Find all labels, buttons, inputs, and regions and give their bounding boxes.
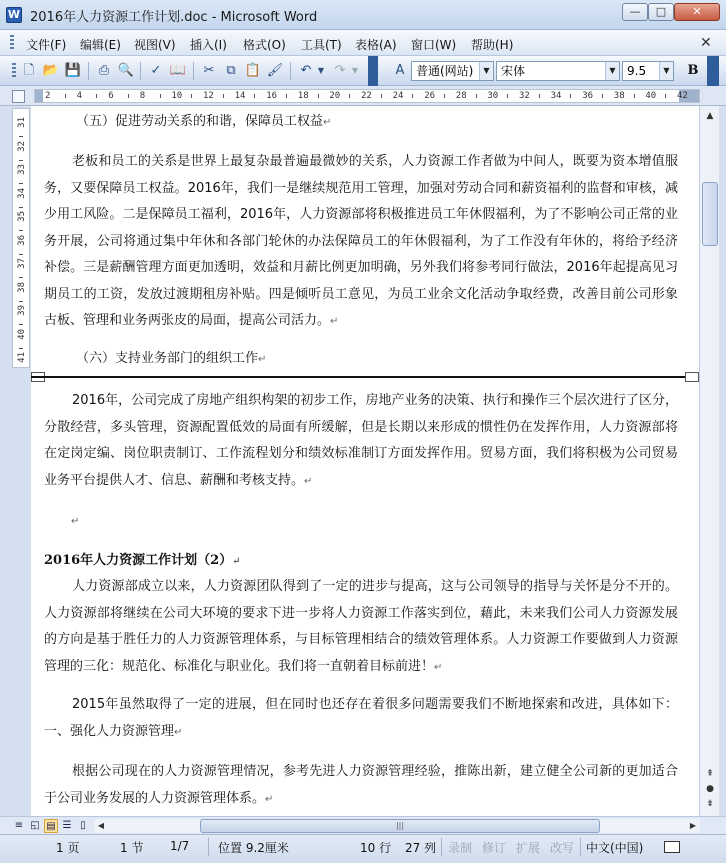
scroll-up-icon[interactable]: ▲ bbox=[706, 111, 714, 121]
scroll-left-icon[interactable]: ◀ bbox=[97, 821, 105, 830]
open-icon[interactable]: 📂 bbox=[42, 63, 60, 78]
normal-view-icon[interactable]: ≡ bbox=[14, 820, 24, 831]
vertical-ruler-label: 35 bbox=[17, 211, 27, 222]
ruler-label: 8 bbox=[139, 91, 146, 101]
vertical-ruler-label: 32 bbox=[17, 140, 27, 152]
ruler-label: 30 bbox=[487, 91, 499, 101]
paragraph bbox=[44, 149, 678, 336]
status-page-of: 1/7 bbox=[170, 839, 190, 853]
spelling-status-icon[interactable] bbox=[664, 841, 680, 853]
menu-file[interactable]: 文件(F) bbox=[26, 38, 67, 52]
horizontal-ruler[interactable] bbox=[34, 89, 700, 103]
ruler-tick bbox=[160, 94, 161, 98]
vertical-ruler-tick bbox=[19, 160, 23, 161]
toolbar-separator bbox=[290, 62, 291, 80]
ruler-label: 18 bbox=[297, 91, 309, 101]
paragraph-mark: ↵ bbox=[265, 793, 274, 805]
status-bar bbox=[0, 834, 726, 863]
toolbar-overflow-icon[interactable] bbox=[368, 56, 378, 86]
ruler-tick bbox=[444, 94, 445, 98]
vertical-ruler-label: 33 bbox=[17, 164, 27, 175]
paragraph bbox=[44, 388, 678, 495]
web-view-icon[interactable]: ◱ bbox=[30, 820, 40, 831]
menu-help[interactable]: 帮助(H) bbox=[471, 38, 514, 52]
cut-icon[interactable]: ✂ bbox=[203, 63, 215, 78]
ruler-label: 42 bbox=[677, 91, 688, 101]
ruler-label: 36 bbox=[582, 91, 594, 101]
menu-format[interactable]: 格式(O) bbox=[243, 38, 286, 52]
vertical-ruler-tick bbox=[19, 230, 23, 231]
style-select-value: 普通(网站) bbox=[416, 64, 474, 78]
vertical-ruler-label: 37 bbox=[17, 258, 27, 269]
redo-dropdown-icon[interactable]: ▼ bbox=[351, 66, 359, 75]
menu-tools[interactable]: 工具(T) bbox=[301, 38, 342, 52]
ruler-label: 16 bbox=[266, 91, 278, 101]
ruler-label: 20 bbox=[329, 91, 341, 101]
vertical-ruler-tick bbox=[19, 254, 23, 255]
undo-icon[interactable]: ↶ bbox=[300, 63, 312, 78]
ruler-label: 40 bbox=[645, 91, 657, 101]
status-section: 1 节 bbox=[120, 841, 144, 855]
menu-edit[interactable]: 编辑(E) bbox=[80, 38, 121, 52]
vertical-ruler-tick bbox=[19, 348, 23, 349]
ruler-tick bbox=[507, 94, 508, 98]
ruler-bar bbox=[0, 86, 726, 106]
chevron-down-icon[interactable]: ▼ bbox=[659, 62, 673, 80]
formatting-toolbar bbox=[0, 56, 726, 86]
previous-page-icon[interactable]: ⇞ bbox=[706, 769, 714, 779]
horizontal-scrollbar[interactable] bbox=[94, 819, 700, 833]
vertical-scrollbar[interactable] bbox=[699, 106, 719, 816]
paragraph-mark: ↵ bbox=[232, 556, 241, 567]
paragraph-mark: ↵ bbox=[304, 475, 313, 487]
ruler-label: 4 bbox=[76, 91, 83, 101]
ruler-tick bbox=[318, 94, 319, 98]
format-painter-icon[interactable]: 🖌 bbox=[266, 63, 284, 78]
paragraph-mark: ↵ bbox=[258, 354, 267, 365]
ruler-tick bbox=[128, 94, 129, 98]
status-separator bbox=[441, 838, 442, 856]
section-title bbox=[44, 548, 678, 576]
paragraph-mark: ↵ bbox=[323, 117, 332, 128]
status-ovr[interactable]: 改写 bbox=[550, 841, 575, 855]
font-size-select[interactable] bbox=[622, 61, 674, 81]
close-button[interactable]: ✕ bbox=[674, 3, 720, 21]
ruler-label: 12 bbox=[203, 91, 214, 101]
styles-icon[interactable]: A bbox=[395, 63, 405, 78]
status-separator bbox=[580, 838, 581, 856]
word-app-icon[interactable]: W bbox=[7, 8, 21, 21]
paragraph-text: 老板和员工的关系是世界上最复杂最普遍最微妙的关系，人力资源工作者做为中间人，既要为资本增值服务，又要保障员工权益。2016年，我们一是继续规范用工管理，加强对劳动合同和薪资福利的监督和审核，减少用工风险。二是保障员工福利，2016年，人力资源部将积极推进员工年休假福利，为了不影响公司正常的业务开展，公司将通过集中年休和各部门轮休的办法保障员工的年休假福利，为了工作没有年休的，将给予经济补偿。三是薪酬管理方面更加透明，效益和月薪比例更加明确，另外我们将参考同行做法，2016年起提高见习期员工的工资，发放过渡期租房补贴。四是倾听员工意见，为员工业余文化活动争取经费，改善目前公司形象古板、管理和业务两张皮的局面，提高公司活力。 bbox=[44, 154, 678, 328]
title-bar bbox=[0, 0, 726, 30]
chevron-down-icon[interactable]: ▼ bbox=[479, 62, 493, 80]
vertical-ruler-tick bbox=[19, 277, 23, 278]
ruler-tick bbox=[223, 94, 224, 98]
minimize-button[interactable]: — bbox=[622, 3, 648, 21]
next-page-icon[interactable]: ⇟ bbox=[706, 799, 714, 809]
status-language: 中文(中国) bbox=[586, 841, 644, 855]
toolbar-grip-icon[interactable] bbox=[12, 63, 16, 79]
vertical-ruler-label: 31 bbox=[17, 117, 27, 128]
ruler-tick bbox=[381, 94, 382, 98]
menu-view[interactable]: 视图(V) bbox=[134, 38, 176, 52]
toolbar-separator bbox=[140, 62, 141, 80]
outline-view-icon[interactable]: ☰ bbox=[62, 820, 72, 831]
ruler-label: 2 bbox=[45, 91, 51, 101]
scroll-right-icon[interactable]: ▶ bbox=[689, 821, 697, 830]
ruler-label: 22 bbox=[361, 91, 372, 101]
heading-6 bbox=[76, 346, 699, 374]
ruler-tick bbox=[254, 94, 255, 98]
ruler-tick bbox=[65, 94, 66, 98]
ruler-margin-left bbox=[35, 90, 43, 102]
ruler-tick bbox=[665, 94, 666, 98]
style-select[interactable] bbox=[411, 61, 494, 81]
reading-view-icon[interactable]: ▯ bbox=[80, 820, 86, 831]
status-line: 10 行 bbox=[360, 841, 392, 855]
ruler-label: 14 bbox=[234, 91, 246, 101]
font-select[interactable] bbox=[496, 61, 620, 81]
vertical-ruler-tick bbox=[19, 207, 23, 208]
toolbar-overflow-icon[interactable] bbox=[707, 56, 719, 86]
tab-selector-icon[interactable] bbox=[12, 90, 25, 103]
status-position: 位置 9.2厘米 bbox=[218, 841, 289, 855]
ruler-label: 10 bbox=[171, 91, 183, 101]
status-column: 27 列 bbox=[405, 841, 437, 855]
empty-paragraph bbox=[71, 508, 699, 536]
vertical-ruler-label: 41 bbox=[17, 352, 27, 363]
page-break-handle[interactable] bbox=[685, 372, 699, 382]
ruler-tick bbox=[539, 94, 540, 98]
ruler-label: 34 bbox=[550, 91, 562, 101]
toolbar-separator bbox=[193, 62, 194, 80]
ruler-tick bbox=[286, 94, 287, 98]
scroll-thumb[interactable]: ||| bbox=[200, 819, 600, 833]
ruler-label: 32 bbox=[519, 91, 530, 101]
font-select-value: 宋体 bbox=[501, 64, 526, 78]
document-close-icon[interactable]: ✕ bbox=[700, 35, 712, 51]
vertical-ruler-tick bbox=[19, 301, 23, 302]
ruler-label: 6 bbox=[108, 91, 114, 101]
print-view-icon[interactable]: ▤ bbox=[44, 819, 58, 833]
copy-icon[interactable]: ⧉ bbox=[226, 63, 236, 78]
menu-insert[interactable]: 插入(I) bbox=[190, 38, 227, 52]
undo-dropdown-icon[interactable]: ▼ bbox=[317, 66, 325, 75]
heading-5 bbox=[76, 109, 699, 137]
paste-icon[interactable]: 📋 bbox=[244, 63, 262, 78]
paragraph-text: 2015年虽然取得了一定的进展，但在同时也还存在着很多问题需要我们不断地探索和改进，具体如下：一、强化人力资源管理 bbox=[44, 697, 678, 739]
vertical-ruler-tick bbox=[19, 136, 23, 137]
document-page[interactable] bbox=[31, 106, 699, 816]
paragraph bbox=[44, 574, 678, 681]
paragraph-text: （五）促进劳动关系的和谐，保障员工权益 bbox=[76, 114, 324, 129]
redo-icon[interactable]: ↷ bbox=[334, 63, 346, 78]
ruler-tick bbox=[191, 94, 192, 98]
browse-object-icon[interactable]: ● bbox=[706, 784, 714, 794]
save-icon[interactable]: 💾 bbox=[64, 63, 82, 78]
page-break bbox=[31, 376, 699, 378]
window-title: 2016年人力资源工作计划.doc - Microsoft Word bbox=[30, 10, 318, 25]
paragraph-text: 2016年人力资源工作计划（2） bbox=[44, 553, 233, 568]
ruler-label: 38 bbox=[613, 91, 625, 101]
vertical-ruler[interactable] bbox=[12, 108, 30, 368]
paragraph bbox=[44, 692, 678, 746]
ruler-tick bbox=[96, 94, 97, 98]
ruler-tick bbox=[476, 94, 477, 98]
menu-table[interactable]: 表格(A) bbox=[355, 38, 397, 52]
status-trk[interactable]: 修订 bbox=[482, 841, 507, 855]
paragraph-mark: ↵ bbox=[434, 661, 443, 673]
menu-grip-icon[interactable] bbox=[10, 35, 14, 51]
paragraph-mark: ↵ bbox=[174, 726, 183, 738]
ruler-label: 26 bbox=[424, 91, 436, 101]
menu-window[interactable]: 窗口(W) bbox=[411, 38, 457, 52]
status-ext[interactable]: 扩展 bbox=[516, 841, 541, 855]
toolbar-separator bbox=[88, 62, 89, 80]
scroll-thumb[interactable] bbox=[702, 182, 718, 246]
paragraph-text: （六）支持业务部门的组织工作 bbox=[76, 351, 259, 366]
ruler-tick bbox=[349, 94, 350, 98]
status-separator bbox=[208, 838, 209, 856]
ruler-tick bbox=[412, 94, 413, 98]
print-icon[interactable]: ⎙ bbox=[98, 63, 110, 78]
research-icon[interactable]: 📖 bbox=[169, 63, 187, 78]
vertical-ruler-label: 40 bbox=[17, 328, 27, 340]
view-scroll-bar bbox=[0, 816, 726, 834]
paragraph-mark: ↵ bbox=[71, 516, 80, 527]
paragraph bbox=[44, 759, 678, 813]
vertical-ruler-tick bbox=[19, 183, 23, 184]
paragraph-text: 2016年，公司完成了房地产组织构架的初步工作，房地产业务的决策、执行和操作三个层次进行了区分，分散经营，多头管理，资源配置低效的局面有所缓解，但是长期以来形成的惯性仍在发挥作用，人力资源部将在定岗定编、岗位职责制订、工作流程划分和绩效标准制订方面发挥作用。贸易方面，我们将积极为公司贸易业务平台提供人才、信息、薪酬和考核支持。 bbox=[44, 393, 678, 488]
ruler-label: 28 bbox=[455, 91, 467, 101]
vertical-ruler-label: 38 bbox=[17, 281, 27, 293]
vertical-ruler-label: 39 bbox=[17, 305, 27, 316]
paragraph-text: 根据公司现在的人力资源管理情况，参考先进人力资源管理经验，推陈出新，建立健全公司新的更加适合于公司业务发展的人力资源管理体系。 bbox=[44, 764, 678, 806]
maximize-button[interactable]: □ bbox=[648, 3, 674, 21]
bold-button[interactable]: B bbox=[687, 63, 699, 78]
ruler-label: 24 bbox=[392, 91, 404, 101]
menu-bar bbox=[0, 30, 726, 56]
ruler-tick bbox=[602, 94, 603, 98]
status-rec[interactable]: 录制 bbox=[448, 841, 473, 855]
ruler-tick bbox=[570, 94, 571, 98]
print-preview-icon[interactable]: 🔍 bbox=[117, 63, 135, 78]
chevron-down-icon[interactable]: ▼ bbox=[605, 62, 619, 80]
new-icon[interactable]: 🗋 bbox=[23, 63, 35, 78]
status-page: 1 页 bbox=[56, 841, 80, 855]
paragraph-text: 人力资源部成立以来，人力资源团队得到了一定的进步与提高，这与公司领导的指导与关怀是分不开的。人力资源部将继续在公司大环境的要求下进一步将人力资源工作落实到位，藉此，未来我们公司人力资源发展的方向是基于胜任力的人力资源管理体系，与目标管理相结合的绩效管理体系。人力资源工作要做到人力资源管理的三化：规范化、标准化与职业化。我们将一直朝着目标前进！ bbox=[44, 579, 678, 674]
ruler-tick bbox=[634, 94, 635, 98]
paragraph-mark: ↵ bbox=[330, 316, 339, 327]
vertical-ruler-tick bbox=[19, 324, 23, 325]
spelling-icon[interactable]: ✓ bbox=[150, 63, 162, 78]
vertical-ruler-label: 36 bbox=[17, 234, 27, 246]
vertical-ruler-label: 34 bbox=[17, 187, 27, 199]
font-size-value: 9.5 bbox=[627, 64, 647, 78]
